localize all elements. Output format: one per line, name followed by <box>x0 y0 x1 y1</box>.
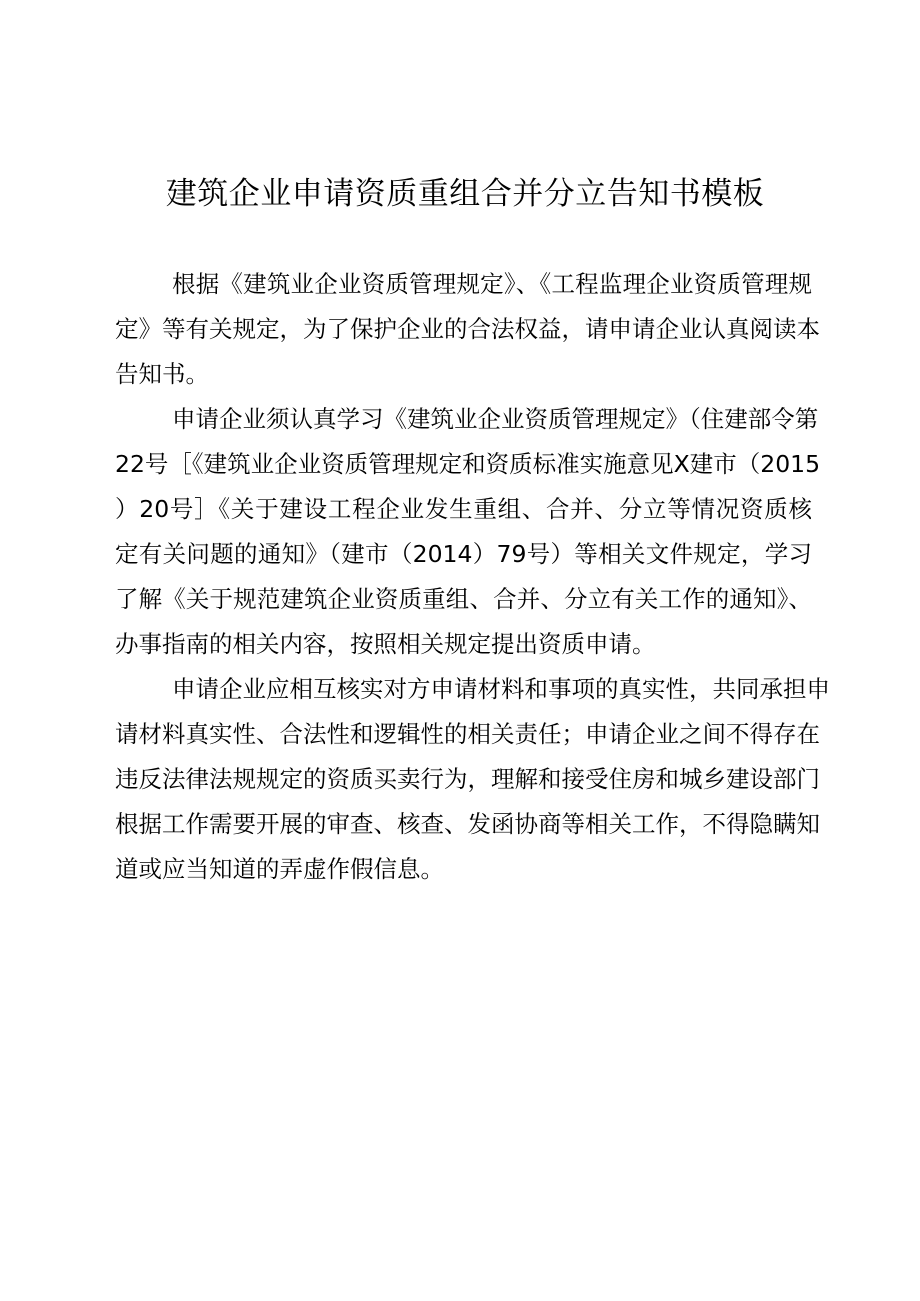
paragraph-line: 告知书。 <box>115 360 209 388</box>
paragraph-line: ）20号］《关于建设工程企业发生重组、合并、分立等情况资质核 <box>115 495 812 523</box>
paragraph-3 <box>115 667 830 892</box>
paragraph-line: 根据《建筑业企业资质管理规定》、《工程监理企业资质管理规 <box>172 270 812 298</box>
paragraph-line: 22号［《建筑业企业资质管理规定和资质标准实施意见X建市（2015 <box>115 450 821 478</box>
paragraph-line: 根据工作需要开展的审查、核查、发函协商等相关工作，不得隐瞒知 <box>115 810 820 838</box>
paragraph-2 <box>115 397 821 667</box>
paragraph-line: 定有关问题的通知》（建市（2014）79号）等相关文件规定，学习 <box>115 540 812 568</box>
paragraph-line: 道或应当知道的弄虚作假信息。 <box>115 855 444 883</box>
paragraph-1 <box>115 262 820 397</box>
paragraph-line: 定》等有关规定，为了保护企业的合法权益，请申请企业认真阅读本 <box>115 315 820 343</box>
document-body <box>115 262 830 892</box>
paragraph-line: 了解《关于规范建筑企业资质重组、合并、分立有关工作的通知》、 <box>115 585 812 613</box>
document-title: 建筑企业申请资质重组合并分立告知书模板 <box>165 176 765 212</box>
paragraph-line: 申请企业须认真学习《建筑业企业资质管理规定》（住建部令第 <box>172 405 819 433</box>
paragraph-line: 请材料真实性、合法性和逻辑性的相关责任；申请企业之间不得存在 <box>115 720 820 748</box>
paragraph-line: 办事指南的相关内容，按照相关规定提出资质申请。 <box>115 630 656 658</box>
paragraph-line: 违反法律法规规定的资质买卖行为，理解和接受住房和城乡建设部门 <box>115 765 820 793</box>
paragraph-line: 申请企业应相互核实对方申请材料和事项的真实性，共同承担申 <box>172 675 830 703</box>
